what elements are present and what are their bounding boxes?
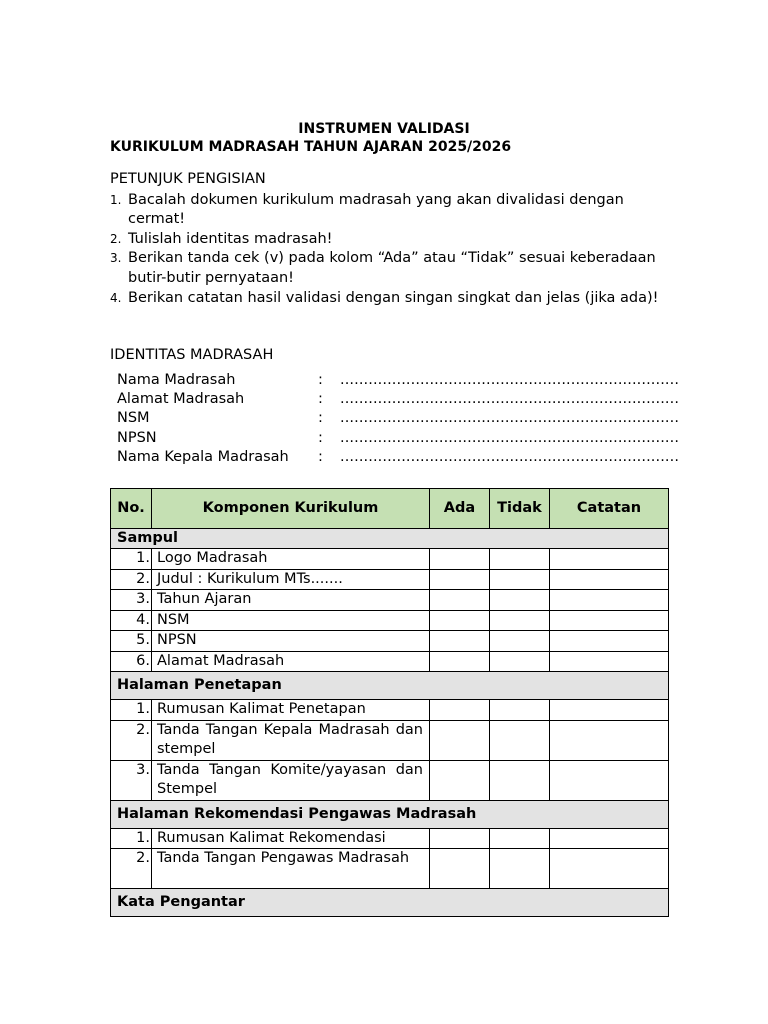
catatan-cell[interactable] — [550, 700, 669, 721]
row-number: 5. — [111, 631, 152, 652]
catatan-cell[interactable] — [550, 631, 669, 652]
document-title — [110, 121, 658, 155]
row-number: 6. — [111, 651, 152, 672]
tidak-cell[interactable] — [490, 651, 550, 672]
petunjuk-item — [110, 230, 670, 250]
petunjuk-item-number: 2. — [110, 231, 122, 246]
identitas-row-alamat-madrasah — [110, 390, 710, 409]
field-label: Alamat Madrasah — [117, 391, 245, 408]
row-item: Judul : Kurikulum MTs....... — [152, 569, 430, 590]
row-item: Logo Madrasah — [152, 549, 430, 570]
row-item: NSM — [152, 610, 430, 631]
row-number: 2. — [111, 569, 152, 590]
ada-cell[interactable] — [430, 700, 490, 721]
field-label: Nama Kepala Madrasah — [117, 448, 289, 465]
petunjuk-item-number: 4. — [110, 290, 122, 305]
field-label: Nama Madrasah — [117, 372, 236, 388]
row-number: 4. — [111, 610, 152, 631]
petunjuk-item-number: 1. — [110, 192, 122, 207]
catatan-cell[interactable] — [550, 760, 669, 800]
petunjuk-item-text: Bacalah dokumen kurikulum madrasah yang akan divalidasi dengan cermat! — [128, 191, 624, 228]
petunjuk-item — [110, 289, 670, 309]
row-number: 2. — [111, 720, 152, 760]
column-header-no: No. — [111, 489, 152, 529]
petunjuk-item-number: 3. — [110, 251, 122, 266]
row-number: 1. — [111, 828, 152, 849]
table-row — [111, 549, 669, 570]
row-number: 3. — [111, 590, 152, 611]
table-row — [111, 651, 669, 672]
table-row — [111, 760, 669, 800]
table-row — [111, 828, 669, 849]
tidak-cell[interactable] — [490, 610, 550, 631]
section-title-sampul: Sampul — [111, 529, 669, 549]
field-colon: : — [318, 429, 323, 446]
field-label: NSM — [117, 410, 150, 427]
ada-cell[interactable] — [430, 720, 490, 760]
section-title-halaman-rekomendasi: Halaman Rekomendasi Pengawas Madrasah — [111, 800, 669, 828]
field-colon: : — [318, 410, 323, 427]
column-header-tidak: Tidak — [490, 489, 550, 529]
ada-cell[interactable] — [430, 849, 490, 889]
catatan-cell[interactable] — [550, 610, 669, 631]
validation-table — [110, 488, 669, 917]
tidak-cell[interactable] — [490, 569, 550, 590]
title-line-1: INSTRUMEN VALIDASI — [298, 121, 470, 137]
field-blank[interactable]: ........................................................................ — [340, 448, 680, 465]
tidak-cell[interactable] — [490, 549, 550, 570]
table-row — [111, 720, 669, 760]
section-title-kata-pengantar: Kata Pengantar — [111, 889, 669, 917]
petunjuk-section — [110, 170, 670, 308]
row-item: Tahun Ajaran — [152, 590, 430, 611]
ada-cell[interactable] — [430, 590, 490, 611]
field-colon: : — [318, 372, 323, 388]
section-row — [111, 672, 669, 700]
catatan-cell[interactable] — [550, 849, 669, 889]
field-blank[interactable]: ........................................................................ — [340, 372, 680, 388]
section-row — [111, 889, 669, 917]
section-title-halaman-penetapan: Halaman Penetapan — [111, 672, 669, 700]
identitas-row-npsn — [110, 429, 710, 448]
table-row — [111, 569, 669, 590]
ada-cell[interactable] — [430, 828, 490, 849]
identitas-row-nama-kepala-madrasah — [110, 448, 710, 467]
table-row — [111, 631, 669, 652]
tidak-cell[interactable] — [490, 760, 550, 800]
section-row — [111, 529, 669, 549]
catatan-cell[interactable] — [550, 590, 669, 611]
identitas-heading: IDENTITAS MADRASAH — [110, 347, 274, 363]
column-header-ada: Ada — [430, 489, 490, 529]
field-colon: : — [318, 448, 323, 465]
row-item: Tanda Tangan Kepala Madrasah dan stempel — [152, 720, 430, 760]
tidak-cell[interactable] — [490, 590, 550, 611]
tidak-cell[interactable] — [490, 631, 550, 652]
column-header-komponen: Komponen Kurikulum — [152, 489, 430, 529]
catatan-cell[interactable] — [550, 651, 669, 672]
field-colon: : — [318, 391, 323, 408]
row-item: Alamat Madrasah — [152, 651, 430, 672]
catatan-cell[interactable] — [550, 720, 669, 760]
catatan-cell[interactable] — [550, 549, 669, 570]
tidak-cell[interactable] — [490, 849, 550, 889]
identitas-row-nsm — [110, 409, 710, 428]
row-item: Rumusan Kalimat Rekomendasi — [152, 828, 430, 849]
petunjuk-list — [110, 191, 670, 309]
tidak-cell[interactable] — [490, 700, 550, 721]
row-number: 1. — [111, 700, 152, 721]
table-row — [111, 849, 669, 889]
ada-cell[interactable] — [430, 549, 490, 570]
ada-cell[interactable] — [430, 610, 490, 631]
row-item: Tanda Tangan Pengawas Madrasah — [152, 849, 430, 889]
row-number: 2. — [111, 849, 152, 889]
catatan-cell[interactable] — [550, 569, 669, 590]
row-number: 1. — [111, 549, 152, 570]
tidak-cell[interactable] — [490, 720, 550, 760]
table-row — [111, 590, 669, 611]
petunjuk-item-text: Tulislah identitas madrasah! — [128, 230, 333, 247]
identitas-row-nama-madrasah — [110, 371, 710, 390]
ada-cell[interactable] — [430, 760, 490, 800]
ada-cell[interactable] — [430, 569, 490, 590]
petunjuk-item-text: Berikan catatan hasil validasi dengan singan singkat dan jelas (jika ada)! — [128, 289, 659, 306]
field-blank[interactable]: ........................................................................ — [340, 391, 680, 408]
section-row — [111, 800, 669, 828]
petunjuk-item — [110, 191, 670, 230]
column-header-catatan: Catatan — [550, 489, 669, 529]
ada-cell[interactable] — [430, 651, 490, 672]
row-item: Tanda Tangan Komite/yayasan dan Stempel — [152, 760, 430, 800]
identitas-section — [110, 346, 710, 467]
field-label: NPSN — [117, 429, 157, 446]
field-blank[interactable]: ........................................................................ — [340, 410, 680, 427]
field-blank[interactable]: ........................................................................ — [340, 429, 680, 446]
tidak-cell[interactable] — [490, 828, 550, 849]
title-line-2: KURIKULUM MADRASAH TAHUN AJARAN 2025/2026 — [110, 139, 512, 155]
petunjuk-heading: PETUNJUK PENGISIAN — [110, 171, 266, 187]
table-header-row — [111, 489, 669, 529]
table-row — [111, 700, 669, 721]
petunjuk-item-text: Berikan tanda cek (v) pada kolom “Ada” atau “Tidak” sesuai keberadaan butir-butir pernyataan! — [128, 250, 656, 286]
petunjuk-item — [110, 249, 670, 288]
table-row — [111, 610, 669, 631]
row-number: 3. — [111, 760, 152, 800]
ada-cell[interactable] — [430, 631, 490, 652]
row-item: Rumusan Kalimat Penetapan — [152, 700, 430, 721]
catatan-cell[interactable] — [550, 828, 669, 849]
row-item: NPSN — [152, 631, 430, 652]
